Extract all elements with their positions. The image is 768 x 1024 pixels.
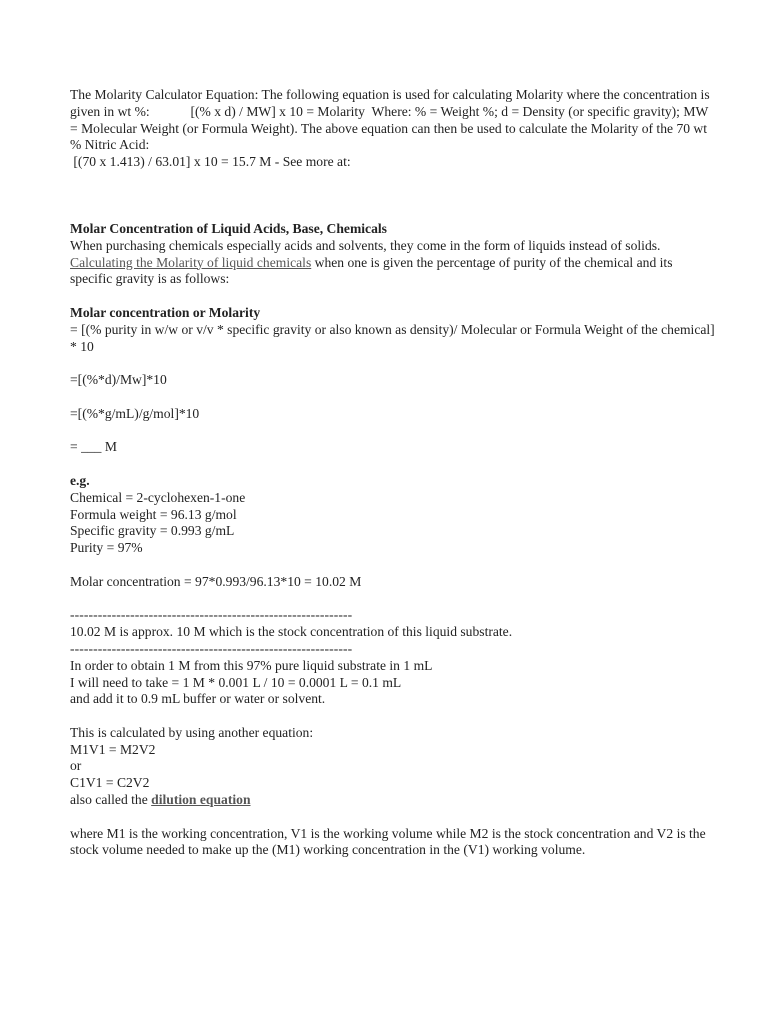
section-heading-molar-concentration: Molar Concentration of Liquid Acids, Base, Chemicals — [70, 220, 387, 236]
intro-paragraph: The Molarity Calculator Equation: The following equation is used for calculating Molarity where the concentration is given in wt %: [(% x d) / MW] x 10 = Molarity Where: % = Weight %; d = Density (or specific gravity); MW = Molecular Weight (or Formula Weight). The above equation can then be used to calculate the Molarity of the 70 wt % Nitric Acid: — [70, 87, 714, 153]
formula-general: = [(% purity in w/w or v/v * specific gravity or also known as density)/ Molecular or Formula Weight of the chemical] * 10 — [70, 321, 719, 354]
dilution-equation-prefix: also called the — [70, 792, 152, 808]
purchasing-paragraph: When purchasing chemicals especially acids and solvents, they come in the form of liquids instead of solids. — [70, 237, 661, 253]
example-chemical: Chemical = 2-cyclohexen-1-one — [70, 489, 246, 505]
molarity-link-paragraph-rest: when one is given the percentage of purity of the chemical and its specific gravity is as follows: — [70, 254, 676, 287]
example-label: e.g. — [70, 472, 90, 488]
formula-result: = ___ M — [70, 439, 117, 455]
nitric-acid-example: [(70 x 1.413) / 63.01] x 10 = 15.7 M - See more at: — [70, 154, 351, 170]
document-page — [70, 87, 719, 859]
stock-concentration-note: 10.02 M is approx. 10 M which is the stock concentration of this liquid substrate. — [70, 624, 513, 640]
dilution-line-3: and add it to 0.9 mL buffer or water or solvent. — [70, 691, 326, 707]
formula-units: =[(%*g/mL)/g/mol]*10 — [70, 405, 200, 421]
molarity-liquid-chemicals-link[interactable]: Calculating the Molarity of liquid chemicals — [70, 254, 312, 270]
example-formula-weight: Formula weight = 96.13 g/mol — [70, 506, 237, 522]
equation-or: or — [70, 758, 82, 774]
equation-c1v1: C1V1 = C2V2 — [70, 775, 150, 791]
section-heading-molarity: Molar concentration or Molarity — [70, 304, 261, 320]
dilution-equation-line — [70, 792, 715, 809]
molarity-link-paragraph — [70, 255, 715, 289]
formula-short: =[(%*d)/Mw]*10 — [70, 372, 167, 388]
divider-bottom: ------------------------------------------------------------- — [70, 640, 353, 656]
equation-m1v1: M1V1 = M2V2 — [70, 741, 156, 757]
example-purity: Purity = 97% — [70, 540, 143, 556]
dilution-line-1: In order to obtain 1 M from this 97% pure liquid substrate in 1 mL — [70, 657, 433, 673]
example-result: Molar concentration = 97*0.993/96.13*10 = 10.02 M — [70, 573, 362, 589]
dilution-equation-link[interactable]: dilution equation — [151, 792, 251, 808]
divider-top: ------------------------------------------------------------- — [70, 607, 353, 623]
dilution-line-2: I will need to take = 1 M * 0.001 L / 10 = 0.0001 L = 0.1 mL — [70, 674, 402, 690]
example-specific-gravity: Specific gravity = 0.993 g/mL — [70, 523, 235, 539]
dilution-line-4: This is calculated by using another equation: — [70, 724, 314, 740]
final-paragraph: where M1 is the working concentration, V1 is the working volume while M2 is the stock concentration and V2 is the stock volume needed to make up the (M1) working concentration in the (V1) working volume. — [70, 825, 710, 858]
